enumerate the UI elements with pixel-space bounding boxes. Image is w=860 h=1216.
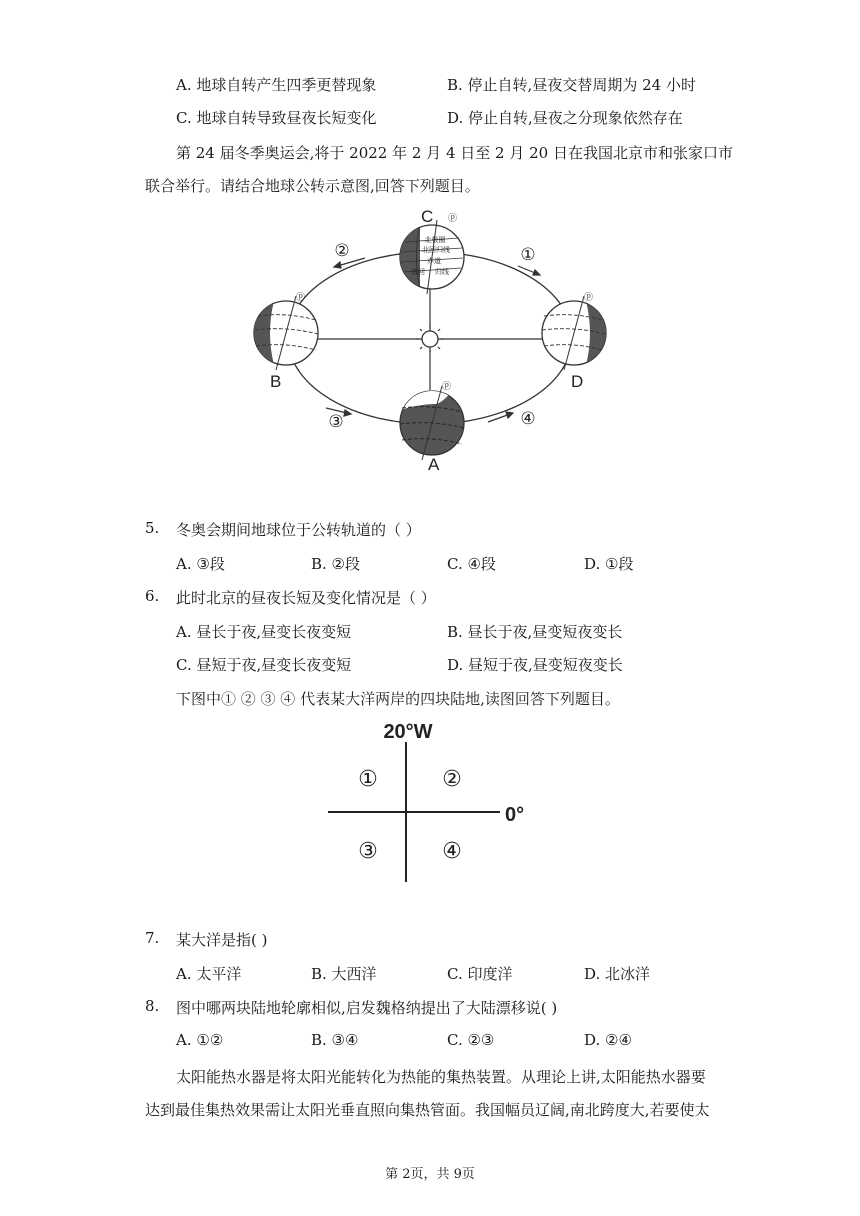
label-0-deg: 0°: [505, 804, 525, 826]
globe-d: [542, 292, 606, 370]
option-q8-b: B. ③④: [311, 1031, 359, 1049]
svg-text:ⓟ: ⓟ: [296, 292, 306, 302]
globe-c-label-2: 北回归线: [422, 247, 450, 254]
intro1-line2: 联合举行。请结合地球公转示意图,回答下列题目。: [145, 177, 480, 195]
option-q7-c: C. 印度洋: [447, 965, 513, 983]
option-q4-c: C. 地球自转导致昼夜长短变化: [176, 109, 377, 127]
region-3: ③: [358, 838, 378, 863]
option-q7-b: B. 大西洋: [311, 965, 377, 983]
label-b: B: [270, 372, 282, 391]
option-q4-b: B. 停止自转,昼夜交替周期为 24 小时: [447, 76, 696, 94]
page-footer: 第 2页，共 9页: [385, 1167, 475, 1182]
label-c: C: [421, 207, 434, 226]
earth-revolution-diagram: [230, 198, 630, 488]
globe-c-label-1: 北极圈: [424, 237, 446, 244]
segment-4: ④: [520, 409, 536, 428]
option-q6-a: A. 昼长于夜,昼变长夜变短: [176, 623, 352, 641]
segment-1: ①: [520, 245, 536, 264]
label-a: A: [428, 455, 440, 474]
option-q8-c: C. ②③: [447, 1031, 495, 1049]
option-q7-a: A. 太平洋: [176, 965, 242, 983]
question-6-number: 6.: [145, 587, 160, 605]
option-q5-a: A. ③段: [176, 555, 225, 573]
region-4: ④: [442, 838, 462, 863]
option-q6-d: D. 昼短于夜,昼变短夜变长: [447, 656, 623, 674]
quadrant-diagram: [320, 712, 540, 888]
globe-c-label-4: 南回: [411, 269, 425, 276]
question-8-stem: 图中哪两块陆地轮廓相似,启发魏格纳提出了大陆漂移说( ): [176, 999, 558, 1017]
option-q6-c: C. 昼短于夜,昼变长夜变短: [176, 656, 352, 674]
option-q5-c: C. ④段: [447, 555, 496, 573]
globe-b: [254, 292, 318, 370]
segment-3: ③: [328, 412, 344, 431]
option-q8-d: D. ②④: [584, 1031, 632, 1049]
intro3-line1: 太阳能热水器是将太阳光能转化为热能的集热装置。从理论上讲,太阳能热水器要: [176, 1068, 706, 1086]
intro1-line1: 第 24 届冬季奥运会,将于 2022 年 2 月 4 日至 2 月 20 日在我国北京市和张家口市: [176, 144, 733, 162]
question-5-number: 5.: [145, 519, 160, 537]
segment-2: ②: [334, 241, 350, 260]
svg-text:ⓟ: ⓟ: [584, 292, 594, 302]
globe-a: [400, 381, 464, 460]
label-d: D: [571, 372, 584, 391]
question-7-stem: 某大洋是指( ): [176, 931, 268, 949]
option-q6-b: B. 昼长于夜,昼变短夜变长: [447, 623, 623, 641]
intro2: 下图中① ② ③ ④ 代表某大洋两岸的四块陆地,读图回答下列题目。: [176, 690, 620, 708]
question-8-number: 8.: [145, 997, 160, 1015]
question-7-number: 7.: [145, 929, 160, 947]
option-q4-a: A. 地球自转产生四季更替现象: [176, 76, 377, 94]
region-1: ①: [358, 766, 378, 791]
option-q4-d: D. 停止自转,昼夜之分现象依然存在: [447, 109, 683, 127]
globe-c-label-3: 赤道: [427, 258, 441, 265]
question-5-stem: 冬奥会期间地球位于公转轨道的（ ）: [176, 521, 421, 539]
intro3-line2: 达到最佳集热效果需让太阳光垂直照向集热管面。我国幅员辽阔,南北跨度大,若要使太: [145, 1101, 710, 1119]
question-6-stem: 此时北京的昼夜长短及变化情况是（ ）: [176, 589, 436, 607]
label-20w: 20°W: [383, 721, 433, 743]
svg-text:ⓟ: ⓟ: [448, 213, 458, 223]
globe-c-label-5: 归线: [435, 269, 449, 276]
region-2: ②: [442, 766, 462, 791]
svg-text:ⓟ: ⓟ: [442, 381, 452, 391]
option-q5-b: B. ②段: [311, 555, 361, 573]
option-q5-d: D. ①段: [584, 555, 634, 573]
option-q8-a: A. ①②: [176, 1031, 224, 1049]
option-q7-d: D. 北冰洋: [584, 965, 651, 983]
